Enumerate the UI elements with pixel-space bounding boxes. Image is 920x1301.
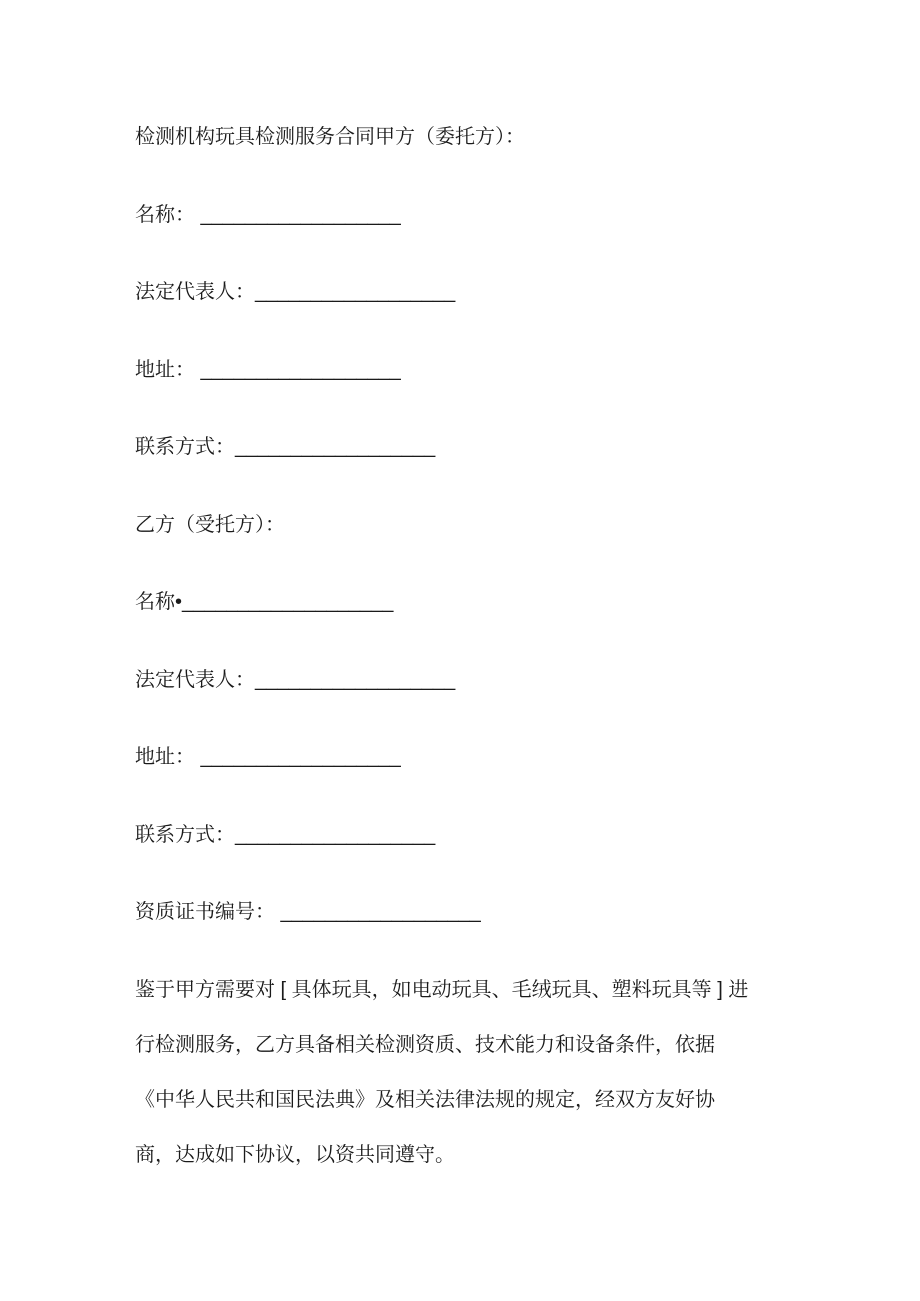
- party-a-name-field: 名称： __________________: [135, 203, 401, 226]
- contract-title: 检测机构玩具检测服务合同甲方（委托方）：: [135, 126, 525, 148]
- recital-line-1: 鉴于甲方需要对 [ 具体玩具，如电动玩具、毛绒玩具、塑料玩具等 ] 进: [135, 978, 749, 1001]
- party-a-legal-representative-field: 法定代表人：__________________: [135, 281, 456, 303]
- recital-line-3: 《中华人民共和国民法典》及相关法律法规的规定，经双方友好协: [135, 1088, 715, 1111]
- party-b-certificate-number-field: 资质证书编号： __________________: [135, 901, 481, 923]
- party-b-address-field: 地址： __________________: [135, 746, 401, 768]
- party-a-contact-field: 联系方式：__________________: [135, 436, 436, 458]
- party-b-contact-field: 联系方式：__________________: [135, 823, 436, 846]
- party-b-heading: 乙方（受托方）：: [135, 513, 285, 536]
- recital-line-2: 行检测服务，乙方具备相关检测资质、技术能力和设备条件，依据: [135, 1033, 715, 1056]
- recital-paragraph: [135, 963, 790, 1183]
- party-b-name-field: 名称•___________________: [135, 591, 394, 613]
- party-b-legal-representative-field: 法定代表人：__________________: [135, 668, 456, 691]
- recital-line-4: 商，达成如下协议，以资共同遵守。: [135, 1143, 455, 1166]
- party-a-address-field: 地址： __________________: [135, 358, 401, 381]
